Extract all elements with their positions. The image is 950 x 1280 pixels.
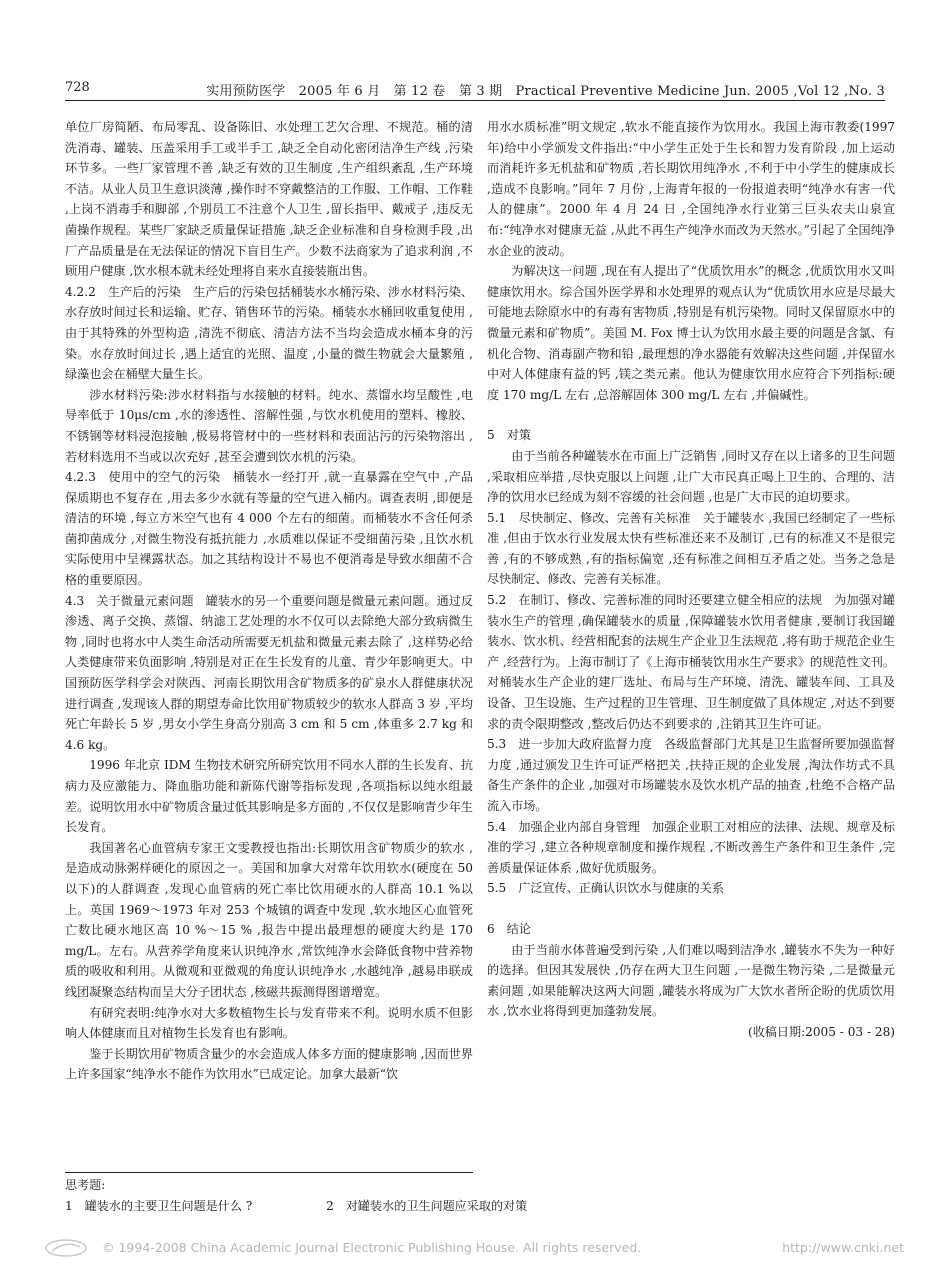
paragraph: 为解决这一问题 ,现在有人提出了“优质饮用水”的概念 ,优质饮用水又叫健康饮用水。综合国外医学界和水处理界的观点认为“优质饮用水应是尽最大可能地去除原水中的有毒有害物质 ,特别是有机污染物。同时又保留原水中的微量元素和矿物质”。美国 M. Fox 博士认为饮用水最主要的问题是含氯、有机化合物、消毒副产物和铅 ,最理想的净水器能有效解决这些问题 ,并保留水中对人体健康有益的钙 ,镁之类元素。他认为健康饮用水应符合下列指标:硬度 170 mg/L 左右 ,总溶解固体 300 mg/L 左右 ,并偏碱性。 xyxy=(487,264,895,402)
paragraph: 涉水材料污染:涉水材料指与水接触的材料。纯水、蒸馏水均呈酸性 ,电导率低于 10μs/cm ,水的渗透性、溶解性强 ,与饮水机使用的塑料、橡胶、不锈钢等材料浸泡接触 ,极易将管材中的一些材料和表面沾污的污染物溶出 ,若材料选用不当或以次充好 ,甚至会遭到饮水机的污染。 xyxy=(65,387,473,464)
paragraph: 5.5 广泛宣传、正确认识饮水与健康的关系 xyxy=(487,881,724,896)
footnote-item xyxy=(326,1196,527,1217)
paragraph: 4.3 关于微量元素问题 罐装水的另一个重要问题是微量元素问题。通过反渗透、离子交换、蒸馏、纳滤工艺处理的水不仅可以去除绝大部分致病微生物 ,同时也将水中人类生命活动所需要无机盐和微量元素去除了 ,这样势必给人类健康带来负面影响 ,特别是对正在生长发育的儿童、青少年影响更大。中国预防医学科学会对陕西、河南长期饮用含矿物质多的矿泉水人群健康状况进行调查 ,发现该人群的期望寿命比饮用矿物质较少的软水人群高 3 岁 ,平均死亡年龄长 5 岁 ,男女小学生身高分别高 3 cm 和 5 cm ,体重多 2.7 kg 和 4.6 kg。 xyxy=(65,593,473,752)
copyright-text: © 1994-2008 China Academic Journal Electronic Publishing House. All rights reserved. xyxy=(102,1240,642,1255)
footnote-item-text: 罐装水的主要卫生问题是什么 ? xyxy=(84,1198,253,1213)
paragraph: 5.1 尽快制定、修改、完善有关标准 关于罐装水 ,我国已经制定了一些标准 ,但由于饮水行业发展太快有些标准还来不及制订 ,已有的标准又不是很完善 ,有的不够成熟 ,有的指标偏宽 ,还有标准之间相互矛盾之处。当务之急是尽快制定、修改、完善有关标准。 xyxy=(487,510,895,587)
footnote-item xyxy=(65,1196,252,1217)
header-rule xyxy=(65,100,885,101)
paragraph: 5.4 加强企业内部自身管理 加强企业职工对相应的法律、法规、规章及标准的学习 ,建立各种规章制度和操作规程 ,不断改善生产条件和卫生条件 ,完善质量保证体系 ,做好优质服务。 xyxy=(487,819,895,875)
paragraph: 5.3 进一步加大政府监督力度 各级监督部门尤其是卫生监督所要加强监督力度 ,通过颁发卫生许可证严格把关 ,扶持正规的企业发展 ,淘汰作坊式不具备生产条件的企业 ,加强对市场罐装水及饮水机产品的抽查 ,杜绝不合格产品流入市场。 xyxy=(487,737,895,813)
right-column xyxy=(487,117,895,1043)
paragraph: 5.2 在制订、修改、完善标准的同时还要建立健全相应的法规 为加强对罐装水生产的管理 ,确保罐装水的质量 ,保障罐装水饮用者健康 ,要制订我国罐装水、饮水机、经营相配套的法规生产企业卫生法规范 ,将有助于规范企业生产 ,经营行为。上海市制订了《上海市桶装饮用水生产要求》的规范性文刊。对桶装水生产企业的建厂选址、布局与生产环境、清洗、罐装车间、工具及设备、卫生设施、生产过程的卫生管理、卫生制度做了具体规定 ,对达不到要求的责令限期整改 ,整改后仍达不到要求的 ,注销其卫生许可证。 xyxy=(487,593,895,731)
paragraph: 有研究表明:纯净水对大多数植物生长与发育带来不利。说明水质不但影响人体健康而且对植物生长发育也有影响。 xyxy=(65,1005,473,1041)
footnote-item-text: 对罐装水的卫生问题应采取的对策 xyxy=(345,1198,528,1213)
paragraph: 我国著名心血管病专家王文雯教授也指出:长期饮用含矿物质少的软水 ,是造成动脉粥样硬化的原因之一。美国和加拿大对常年饮用软水(硬度在 50 以下)的人群调查 ,发现心血管病的死亡率比饮用硬水的人群高 10.1 %以上。英国 1969～1973 年对 253 个城镇的调查中发现 ,软水地区心血管死亡数比硬水地区高 10 %～15 % ,报告中提出最理想的硬度大约是 170 mg/L。左右。从营养学角度来认识纯净水 ,常饮纯净水会降低食物中营养物质的吸收和利用。从微观和亚微观的角度认识纯净水 ,水越纯净 ,越易串联成线团凝聚态结构而呈大分子团状态 ,核磁共振测得图谱增宽。 xyxy=(65,840,473,999)
footnote-items xyxy=(65,1196,885,1217)
received-date: (收稿日期:2005 - 03 - 28) xyxy=(748,1024,895,1039)
paragraph: 1996 年北京 IDM 生物技术研究所研究饮用不同水人群的生长发育、抗病力及应激能力、降血脂功能和新陈代谢等指标发现 ,各项指标以纯水组最差。说明饮用水中矿物质含量过低其影响是多方面的 ,不仅仅是影响青少年生长发育。 xyxy=(65,758,473,835)
running-header xyxy=(65,76,885,100)
page-number: 728 xyxy=(65,80,90,95)
footnote-item-number: 2 xyxy=(326,1198,334,1213)
section-heading: 6 结论 xyxy=(487,921,531,936)
publisher-logo-icon xyxy=(44,1238,88,1258)
paragraph: 鉴于长期饮用矿物质含量少的水会造成人体多方面的健康影响 ,因而世界上许多国家“纯净水不能作为饮用水”已成定论。加拿大最新“饮 xyxy=(65,1046,473,1082)
copyright-url[interactable]: http://www.cnki.net xyxy=(782,1240,904,1255)
left-column xyxy=(65,117,473,1085)
footnote-heading: 思考题: xyxy=(65,1178,106,1192)
copyright-watermark xyxy=(44,1238,904,1260)
footnote-rule xyxy=(65,1172,473,1173)
paragraph: 单位厂房简陋、布局零乱、设备陈旧、水处理工艺欠合理、不规范。桶的清洗消毒、罐装、压盖采用手工或半手工 ,缺乏全自动化密闭洁净生产线 ,污染环节多。一些厂家管理不善 ,缺乏有效的卫生制度 ,生产组织紊乱 ,生产环境不洁。从业人员卫生意识淡薄 ,操作时不穿戴整洁的工作服、工作帽、工作鞋 ,上岗不消毒手和脚部 ,个别员工不注意个人卫生 ,留长指甲、戴戒子 ,违反无菌操作规程。某些厂家缺乏质量保证措施 ,缺乏企业标准和自身检测手段 ,出厂产品质量是在无法保证的情况下盲目生产。少数不法商家为了追求利润 ,不顾用户健康 ,饮水根本就未经处理将自来水直接装瓶出售。 xyxy=(65,120,473,279)
paragraph: 由于当前水体普遍受到污染 ,人们难以喝到洁净水 ,罐装水不失为一种好的选择。但因其发展快 ,仍存在两大卫生问题 ,一是微生物污染 ,二是微量元素问题 ,如果能解决这两大问题 ,罐装水将成为广大饮水者所企盼的优质饮用水 ,饮水业将得到更加蓬勃发展。 xyxy=(487,942,895,1019)
journal-line: 实用预防医学 2005 年 6 月 第 12 卷 第 3 期 Practical Preventive Medicine Jun. 2005 ,Vol 12 ,No. 3 xyxy=(206,84,885,99)
footnote-item-number: 1 xyxy=(65,1198,73,1213)
section-heading: 5 对策 xyxy=(487,428,531,443)
paragraph: 4.2.2 生产后的污染 生产后的污染包括桶装水水桶污染、涉水材料污染、水存放时间过长和运输、贮存、销售环节的污染。桶装水水桶回收重复使用 ,由于其特殊的外型构造 ,清洗不彻底、清洁方法不当均会造成水桶本身的污染。水存放时间过长 ,遇上适宜的光照、温度 ,小量的微生物就会大量繁殖 ,绿藻也会在桶壁大量生长。 xyxy=(65,284,473,382)
paragraph: 由于当前各种罐装水在市面上广泛销售 ,同时又存在以上诸多的卫生问题 ,采取相应举措 ,尽快克服以上问题 ,让广大市民真正喝上卫生的、合理的、洁净的饮用水已经成为刻不容缓的社会问题 ,也是广大市民的迫切要求。 xyxy=(487,448,895,505)
footnote xyxy=(65,1175,885,1216)
paragraph: 用水水质标准”明文规定 ,软水不能直接作为饮用水。我国上海市教委(1997 年)给中小学颁发文件指出:“中小学生正处于生长和智力发育阶段 ,加上运动而消耗许多无机盐和矿物质 ,若长期饮用纯净水 ,不利于中小学生的健康成长 ,造成不良影响。”同年 7 月份 ,上海青年报的一份报道表明“纯净水有害一代人的健康”。2000 年 4 月 24 日 ,全国纯净水行业第三巨头农夫山泉宣布:“纯净水对健康无益 ,从此不再生产纯净水而改为天然水。”引起了全国纯净水企业的波动。 xyxy=(487,120,895,258)
paragraph: 4.2.3 使用中的空气的污染 桶装水一经打开 ,就一直暴露在空气中 ,产品保质期也不复存在 ,用去多少水就有等量的空气进入桶内。调查表明 ,即便是清洁的环境 ,每立方米空气也有 4 000 个左右的细菌。而桶装水不含任何杀菌抑菌成分 ,对微生物没有抵抗能力 ,水质难以保证不受细菌污染 ,且饮水机实际使用中呈裸露状态。加之其结构设计不易也不便消毒是导致水细菌不合格的重要原因。 xyxy=(65,470,473,588)
